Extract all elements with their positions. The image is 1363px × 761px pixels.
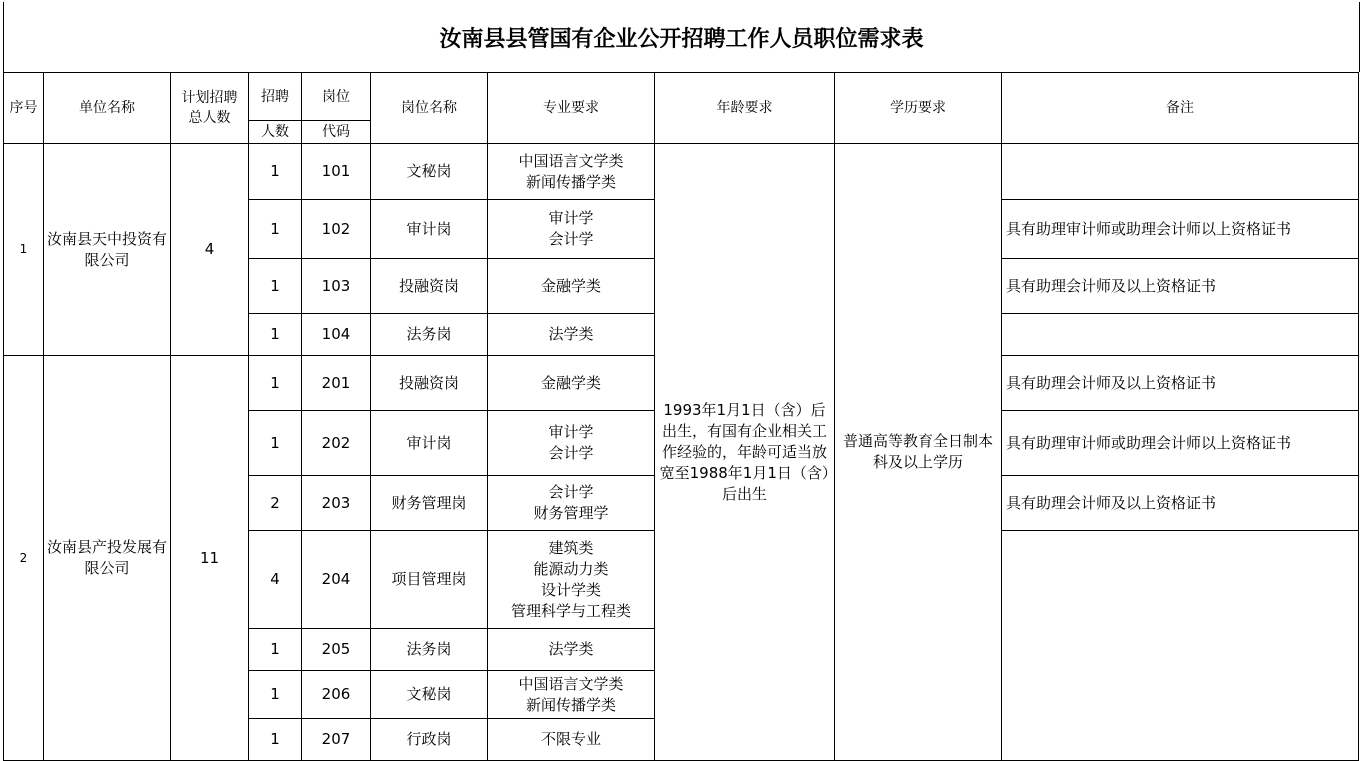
group-total: 4 (171, 144, 249, 356)
row-count: 1 (249, 144, 302, 200)
row-count: 4 (249, 531, 302, 629)
row-position: 项目管理岗 (371, 531, 488, 629)
row-note (1002, 144, 1359, 200)
row-major: 中国语言文学类 新闻传播学类 (488, 671, 655, 719)
row-count: 1 (249, 411, 302, 476)
row-code: 101 (302, 144, 371, 200)
row-position: 法务岗 (371, 629, 488, 671)
row-code: 207 (302, 719, 371, 761)
header-age: 年龄要求 (655, 73, 835, 144)
header-row (4, 73, 1359, 121)
row-position: 法务岗 (371, 314, 488, 356)
header-major: 专业要求 (488, 73, 655, 144)
row-count: 1 (249, 629, 302, 671)
header-edu: 学历要求 (835, 73, 1002, 144)
row-count: 1 (249, 314, 302, 356)
row-position: 审计岗 (371, 200, 488, 259)
row-code: 102 (302, 200, 371, 259)
row-major: 中国语言文学类 新闻传播学类 (488, 144, 655, 200)
row-major: 金融学类 (488, 356, 655, 411)
row-code: 205 (302, 629, 371, 671)
row-major: 会计学 财务管理学 (488, 476, 655, 531)
row-code: 204 (302, 531, 371, 629)
row-position: 投融资岗 (371, 356, 488, 411)
header-code-top: 岗位 (302, 73, 371, 121)
header-recruit-bottom: 人数 (249, 121, 302, 144)
age-requirement: 1993年1月1日（含）后出生，有国有企业相关工作经验的，年龄可适当放宽至1988年1月1日（含）后出生 (655, 144, 835, 761)
row-count: 1 (249, 356, 302, 411)
row-note: 具有助理审计师或助理会计师以上资格证书 (1002, 411, 1359, 476)
row-position: 投融资岗 (371, 259, 488, 314)
row-major: 审计学 会计学 (488, 411, 655, 476)
group-unit: 汝南县产投发展有限公司 (44, 356, 171, 761)
row-major: 建筑类 能源动力类 设计学类 管理科学与工程类 (488, 531, 655, 629)
group-seq: 1 (4, 144, 44, 356)
row-position: 审计岗 (371, 411, 488, 476)
row-count: 1 (249, 200, 302, 259)
row-note: 具有助理会计师及以上资格证书 (1002, 476, 1359, 531)
group-seq: 2 (4, 356, 44, 761)
row-position: 行政岗 (371, 719, 488, 761)
row-code: 201 (302, 356, 371, 411)
row-code: 104 (302, 314, 371, 356)
row-position: 财务管理岗 (371, 476, 488, 531)
row-count: 1 (249, 719, 302, 761)
table-row (4, 144, 1359, 200)
row-note (1002, 314, 1359, 356)
header-seq: 序号 (4, 73, 44, 144)
row-note (1002, 531, 1359, 761)
row-position: 文秘岗 (371, 144, 488, 200)
row-code: 103 (302, 259, 371, 314)
row-note: 具有助理会计师及以上资格证书 (1002, 356, 1359, 411)
row-major: 不限专业 (488, 719, 655, 761)
row-note: 具有助理审计师或助理会计师以上资格证书 (1002, 200, 1359, 259)
row-major: 法学类 (488, 314, 655, 356)
row-count: 2 (249, 476, 302, 531)
group-total: 11 (171, 356, 249, 761)
header-code-bottom: 代码 (302, 121, 371, 144)
row-note: 具有助理会计师及以上资格证书 (1002, 259, 1359, 314)
header-total: 计划招聘 总人数 (171, 73, 249, 144)
table-title: 汝南县县管国有企业公开招聘工作人员职位需求表 (3, 2, 1360, 72)
edu-requirement: 普通高等教育全日制本科及以上学历 (835, 144, 1002, 761)
row-major: 法学类 (488, 629, 655, 671)
header-unit: 单位名称 (44, 73, 171, 144)
row-code: 203 (302, 476, 371, 531)
row-code: 202 (302, 411, 371, 476)
header-recruit-top: 招聘 (249, 73, 302, 121)
header-position: 岗位名称 (371, 73, 488, 144)
row-major: 审计学 会计学 (488, 200, 655, 259)
row-position: 文秘岗 (371, 671, 488, 719)
row-code: 206 (302, 671, 371, 719)
row-count: 1 (249, 671, 302, 719)
header-note: 备注 (1002, 73, 1359, 144)
position-table (3, 72, 1359, 761)
row-major: 金融学类 (488, 259, 655, 314)
group-unit: 汝南县天中投资有限公司 (44, 144, 171, 356)
row-count: 1 (249, 259, 302, 314)
